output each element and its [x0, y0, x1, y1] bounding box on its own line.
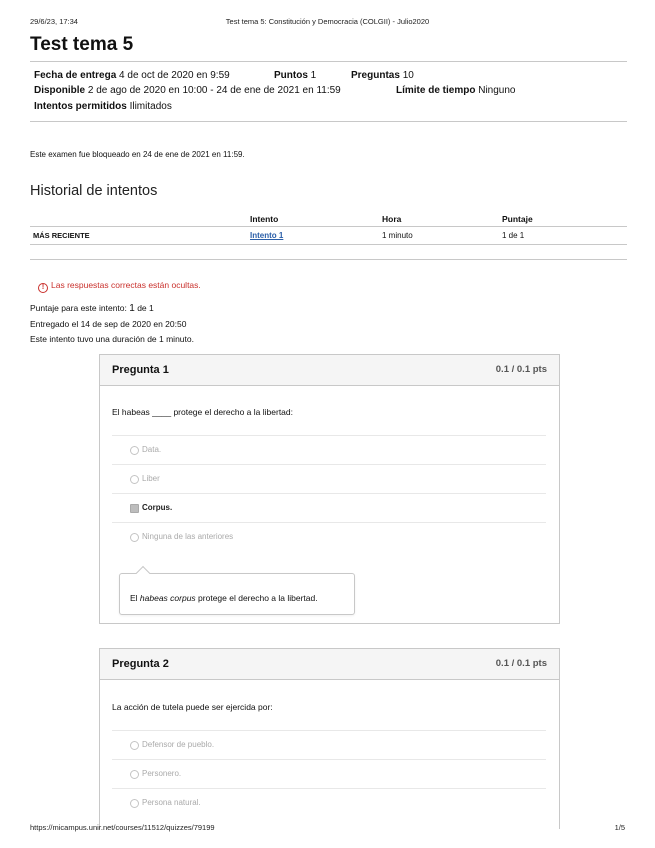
answer-label: Defensor de pueblo.: [142, 740, 215, 749]
score-label: Puntaje para este intento:: [30, 303, 127, 313]
page-title: Test tema 5: [30, 34, 134, 55]
time-limit-value: Ninguno: [478, 85, 516, 96]
answer-label: Ninguna de las anteriores: [142, 532, 234, 541]
locked-notice: Este examen fue bloqueado en 24 de ene de 2021 en 11:59.: [30, 150, 245, 159]
answer-option[interactable]: [112, 464, 546, 493]
attempt-score: [30, 303, 154, 314]
time-limit-label: Límite de tiempo: [396, 85, 476, 96]
print-url: https://micampus.unir.net/courses/11512/quizzes/79199: [30, 823, 215, 832]
question-points: 0.1 / 0.1 pts: [495, 364, 547, 375]
question-title: Pregunta 2: [112, 658, 169, 670]
answer-option[interactable]: [112, 788, 546, 817]
answer-label: Corpus.: [142, 503, 173, 512]
available-label: Disponible: [34, 85, 86, 96]
answer-label: Personero.: [142, 769, 182, 778]
answer-option[interactable]: [112, 730, 546, 759]
question-header: [100, 649, 559, 680]
row-label: MÁS RECIENTE: [33, 231, 90, 240]
question-text: El habeas ____ protege el derecho a la libertad:: [112, 407, 293, 417]
warning-icon: !: [38, 283, 48, 293]
radio-icon: [130, 770, 139, 779]
header-attempt: Intento: [250, 214, 279, 224]
history-header-row: [30, 210, 627, 227]
divider: [30, 121, 627, 122]
row-score: 1 de 1: [502, 231, 525, 240]
answer-label: Persona natural.: [142, 798, 201, 807]
attempts-value: Ilimitados: [129, 101, 172, 112]
question-header: [100, 355, 559, 386]
points-label: Puntos: [274, 70, 308, 81]
row-time: 1 minuto: [382, 231, 413, 240]
feedback-text: El habeas corpus protege el derecho a la libertad.: [130, 593, 318, 603]
attempt-duration: Este intento tuvo una duración de 1 minuto.: [30, 334, 194, 344]
question-1: [99, 354, 560, 624]
table-row: [30, 227, 627, 245]
questions-label: Preguntas: [351, 70, 400, 81]
attempt-1-link[interactable]: Intento 1: [250, 231, 284, 240]
divider: [30, 259, 627, 260]
points-value: 1: [310, 70, 317, 81]
question-points: 0.1 / 0.1 pts: [495, 658, 547, 669]
selected-marker-icon: [130, 504, 139, 513]
question-text: La acción de tutela puede ser ejercida por:: [112, 702, 273, 712]
answer-feedback: [119, 573, 355, 615]
due-value: 4 de oct de 2020 en 9:59: [119, 70, 230, 81]
available-value: 2 de ago de 2020 en 10:00 - 24 de ene de 2021 en 11:59: [87, 85, 341, 96]
question-2: [99, 648, 560, 829]
answer-label: Liber: [142, 474, 160, 483]
page-number: 1/5: [614, 823, 625, 832]
header-time: Hora: [382, 214, 402, 224]
questions-value: 10: [402, 70, 414, 81]
score-total: de 1: [137, 303, 154, 313]
answer-option[interactable]: [112, 435, 546, 464]
radio-icon: [130, 533, 139, 542]
divider: [30, 61, 627, 62]
answer-label: Data.: [142, 445, 162, 454]
radio-icon: [130, 799, 139, 808]
feedback-pointer: [136, 566, 150, 580]
due-label: Fecha de entrega: [34, 70, 117, 81]
hidden-answers-warning: [38, 280, 201, 293]
radio-icon: [130, 741, 139, 750]
radio-icon: [130, 446, 139, 455]
question-title: Pregunta 1: [112, 364, 169, 376]
print-date: 29/6/23, 17:34: [30, 17, 78, 26]
print-page-title: Test tema 5: Constitución y Democracia (COLGII) - Julio2020: [225, 17, 430, 26]
warning-text: Las respuestas correctas están ocultas.: [51, 280, 201, 290]
answer-option[interactable]: [112, 522, 546, 551]
submitted-at: Entregado el 14 de sep de 2020 en 20:50: [30, 319, 187, 329]
attempts-label: Intentos permitidos: [34, 101, 127, 112]
answer-option[interactable]: [112, 759, 546, 788]
header-score: Puntaje: [502, 214, 533, 224]
radio-icon: [130, 475, 139, 484]
answer-option-selected[interactable]: [112, 493, 546, 522]
score-value: 1: [129, 303, 135, 314]
history-title: Historial de intentos: [30, 183, 158, 199]
